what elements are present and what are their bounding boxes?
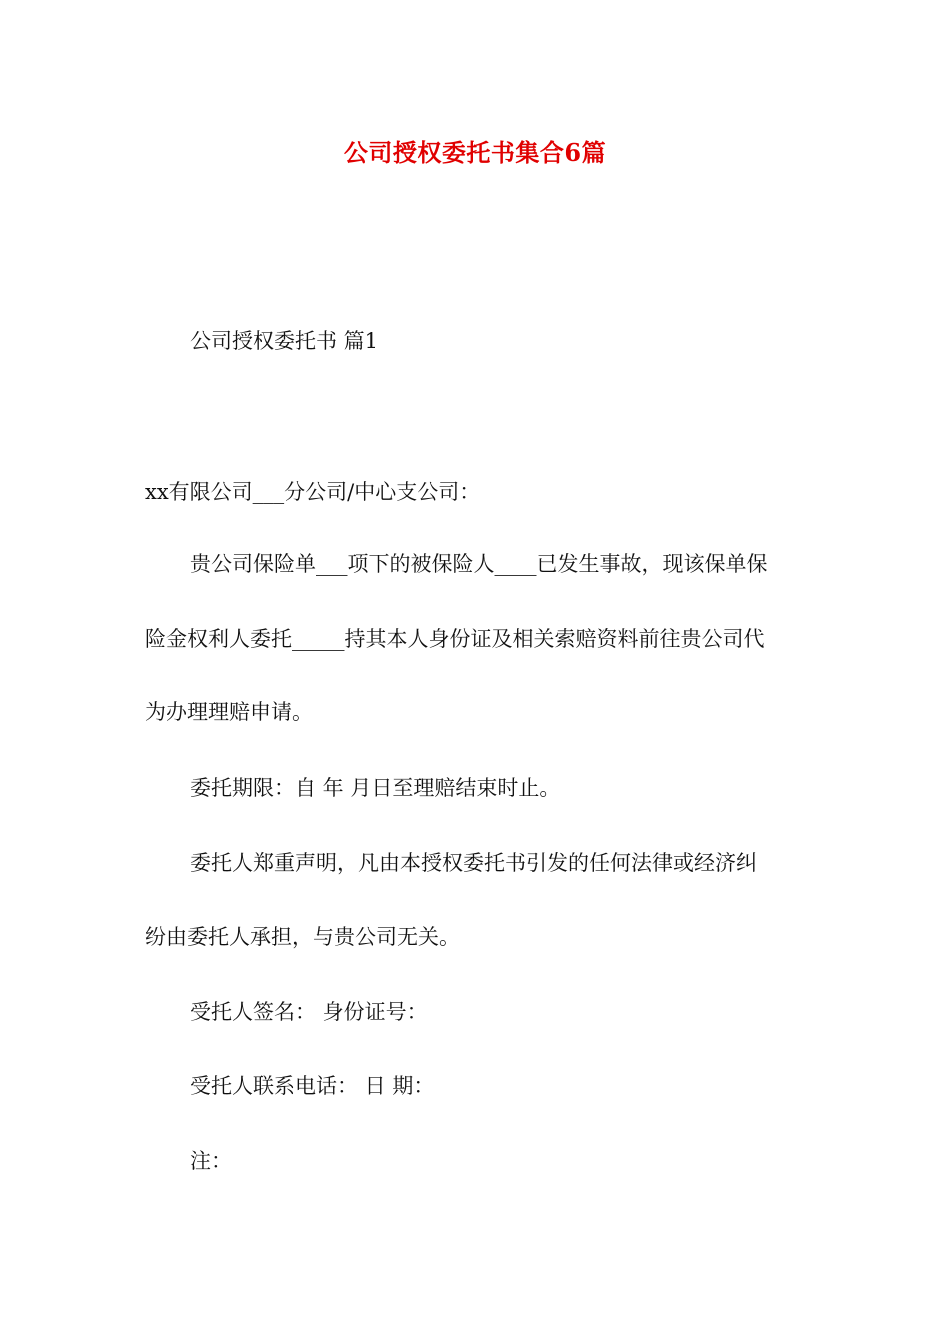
- section-heading: 公司授权委托书 篇1: [190, 329, 379, 353]
- document-title: 公司授权委托书集合6篇: [343, 138, 607, 167]
- note-label: 注：: [190, 1149, 232, 1173]
- contact-date-line: 受托人联系电话： 日 期：: [190, 1074, 435, 1098]
- addressee-line: xx有限公司___分公司/中心支公司：: [145, 480, 481, 504]
- body-paragraph-1-line-1: 贵公司保险单___项下的被保险人____已发生事故，现该保单保: [190, 552, 768, 576]
- term-line: 委托期限：自 年 月日至理赔结束时止。: [190, 776, 561, 800]
- body-paragraph-1-line-2: 险金权利人委托_____持其本人身份证及相关索赔资料前往贵公司代: [145, 627, 765, 651]
- signature-line: 受托人签名： 身份证号：: [190, 1000, 428, 1024]
- declaration-line-2: 纷由委托人承担，与贵公司无关。: [145, 925, 460, 949]
- declaration-line-1: 委托人郑重声明，凡由本授权委托书引发的任何法律或经济纠: [190, 851, 757, 875]
- body-paragraph-1-line-3: 为办理理赔申请。: [145, 700, 313, 724]
